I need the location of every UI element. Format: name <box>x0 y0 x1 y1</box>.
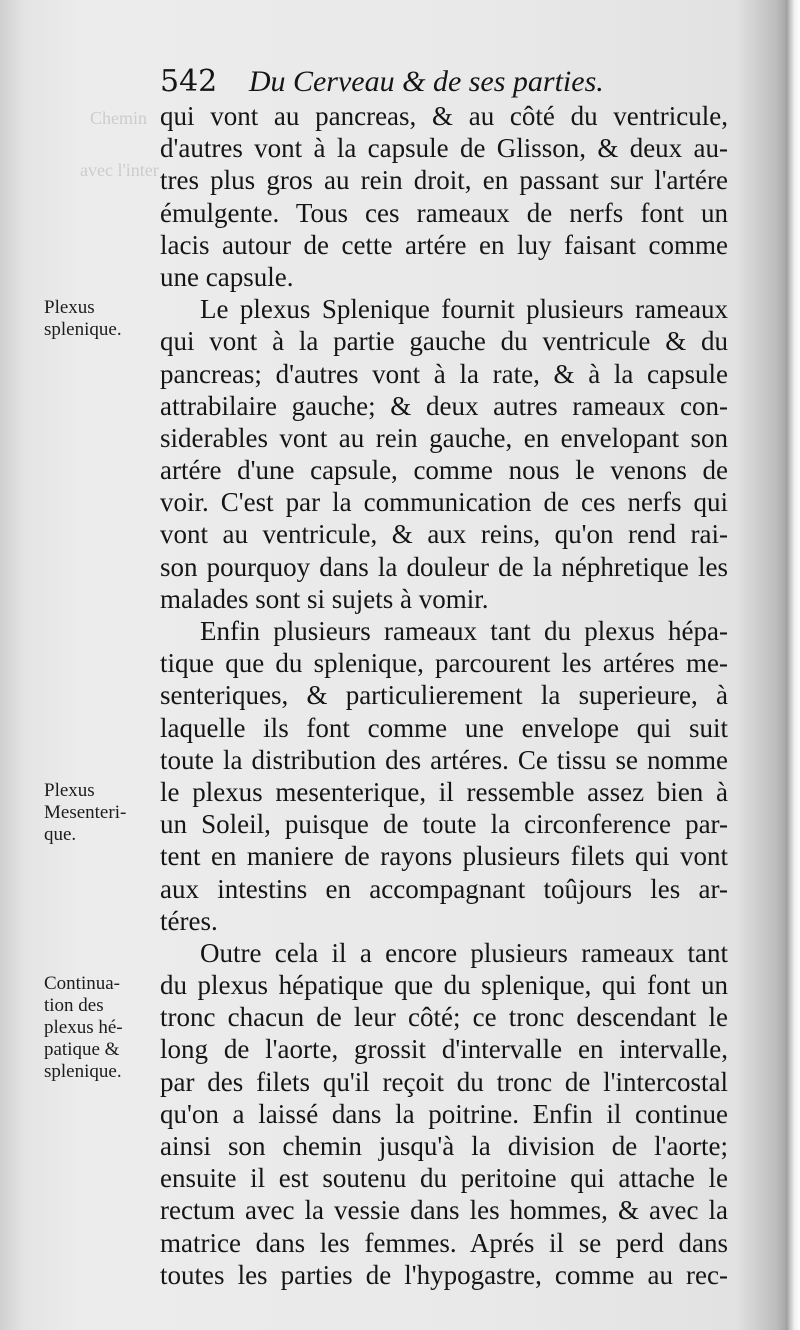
text-line: Outre cela il a encore plusieurs rameaux tant <box>200 937 728 968</box>
text-line: tique que du splenique, parcourent les artéres me- <box>160 648 728 679</box>
margin-note <box>44 297 159 341</box>
text-line: senteriques, & particulierement la superieure, à <box>160 680 728 711</box>
text-line: qui vont au pancreas, & au côté du ventricule, <box>160 101 728 131</box>
text-line: qu'on a laissé dans la poitrine. Enfin il continue <box>160 1098 728 1129</box>
page-gutter-edge <box>786 0 800 1330</box>
margin-note-line: Plexus <box>44 297 95 319</box>
page-header <box>160 62 720 102</box>
running-title: Du Cerveau & de ses parties. <box>248 65 604 98</box>
text-line: Le plexus Splenique fournit plusieurs rameaux <box>200 294 728 325</box>
text-line: rectum avec la vessie dans les hommes, & avec la <box>160 1195 728 1226</box>
text-line: un Soleil, puisque de toute la circonference par- <box>160 809 728 840</box>
text-line: téres. <box>160 905 218 936</box>
text-line: malades sont si sujets à vomir. <box>160 583 489 614</box>
text-line: artére d'une capsule, comme nous le venons de <box>160 455 728 486</box>
text-line: son pourquoy dans la douleur de la néphretique les <box>160 551 728 582</box>
margin-note-line: patique & <box>44 1039 120 1061</box>
text-line: émulgente. Tous ces rameaux de nerfs font un <box>160 197 728 228</box>
text-line: toutes les parties de l'hypogastre, comme au rec- <box>160 1259 728 1290</box>
body-text <box>160 100 728 1291</box>
margin-note <box>44 973 159 1083</box>
margin-note-line: tion des <box>44 995 104 1017</box>
text-line: attrabilaire gauche; & deux autres rameaux con- <box>160 390 728 421</box>
text-line: par des filets qu'il reçoit du tronc de l'intercostal <box>160 1066 728 1097</box>
text-line: du plexus hépatique que du splenique, qui font un <box>160 970 728 1001</box>
text-line: d'autres vont à la capsule de Glisson, & deux au- <box>160 133 728 164</box>
text-line: Enfin plusieurs rameaux tant du plexus hépa- <box>200 616 728 646</box>
text-line: pancreas; d'autres vont à la rate, & à la capsule <box>160 358 728 389</box>
bleed-through-mark: avec l'inter <box>80 160 159 180</box>
text-line: laquelle ils font comme une envelope qui suit <box>160 712 728 743</box>
text-line: voir. C'est par la communication de ces nerfs qui <box>160 487 728 518</box>
margin-note-line: plexus hé- <box>44 1017 123 1039</box>
margin-note <box>44 780 159 846</box>
text-line: long de l'aorte, grossit d'intervalle en intervalle, <box>160 1034 728 1065</box>
page-number: 542 <box>160 64 218 99</box>
text-line: qui vont à la partie gauche du ventricule & du <box>160 326 728 357</box>
text-line: siderables vont au rein gauche, en envelopant son <box>160 422 728 453</box>
margin-note-line: splenique. <box>44 1061 122 1083</box>
text-line: une capsule. <box>160 261 294 292</box>
bleed-through-mark: Chemin <box>90 108 147 128</box>
margin-note-line: Plexus <box>44 780 95 802</box>
margin-note-line: Continua- <box>44 973 120 995</box>
text-line: tres plus gros au rein droit, en passant sur l'artére <box>160 165 728 196</box>
text-line: aux intestins en accompagnant toûjours les ar- <box>160 873 728 904</box>
text-line: ensuite il est soutenu du peritoine qui attache le <box>160 1163 728 1194</box>
margin-note-line: que. <box>44 824 77 846</box>
margin-note-line: Mesenteri- <box>44 802 127 824</box>
margin-note-line: splenique. <box>44 319 122 341</box>
text-line: vont au ventricule, & aux reins, qu'on rend rai- <box>160 519 728 550</box>
text-line: matrice dans les femmes. Aprés il se perd dans <box>160 1227 728 1258</box>
text-line: le plexus mesenterique, il ressemble assez bien à <box>160 776 728 807</box>
text-line: tronc chacun de leur côté; ce tronc descendant le <box>160 1002 728 1033</box>
text-line: tent en maniere de rayons plusieurs filets qui vont <box>160 841 728 872</box>
text-line: toute la distribution des artéres. Ce tissu se nomme <box>160 744 728 775</box>
text-line: lacis autour de cette artére en luy faisant comme <box>160 229 728 260</box>
text-line: ainsi son chemin jusqu'à la division de l'aorte; <box>160 1131 728 1161</box>
